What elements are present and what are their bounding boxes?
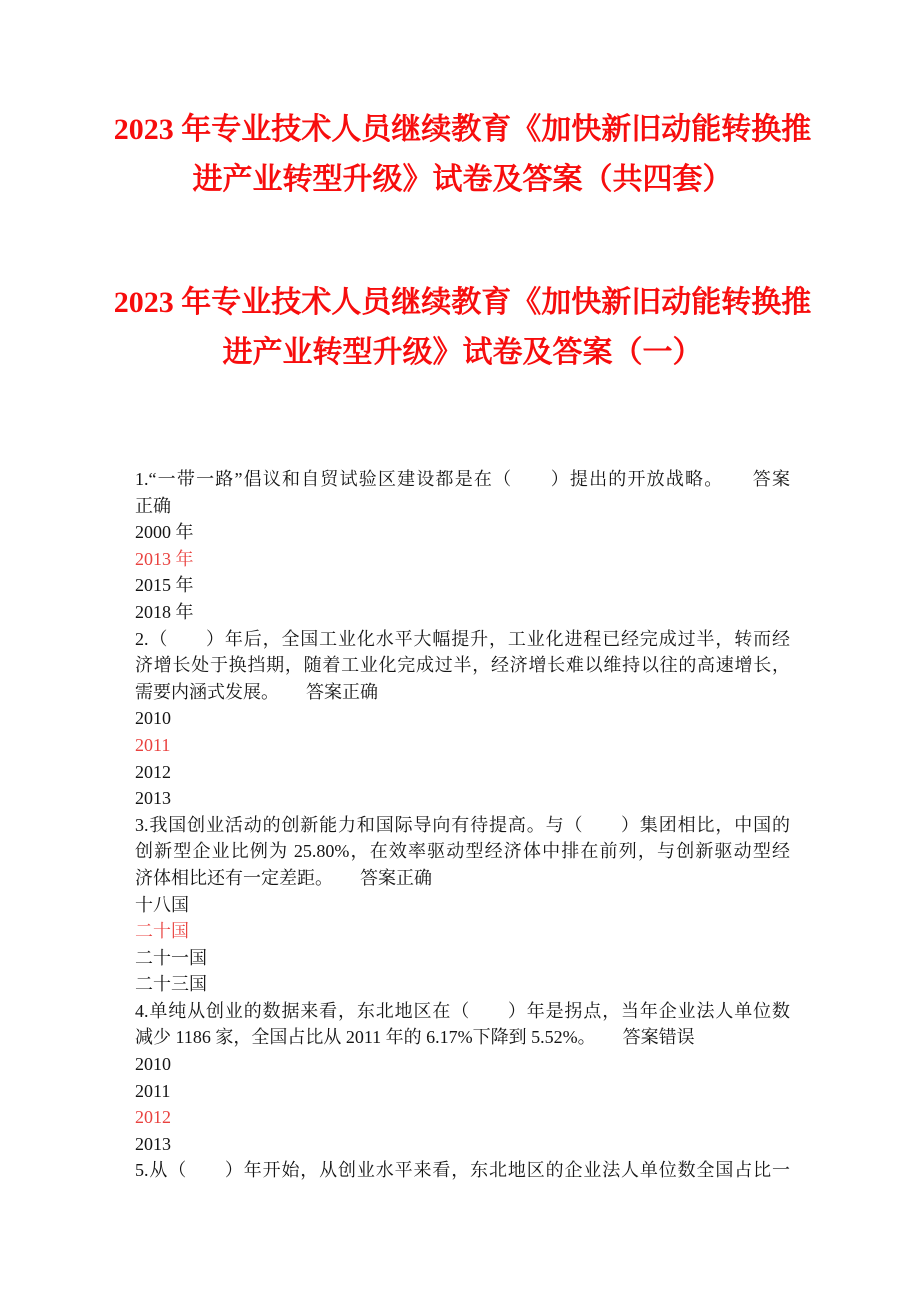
question-5 [135,1157,790,1184]
question-option-correct: 2013 年 [135,548,194,569]
document-title-all-sets [107,105,818,205]
question-option: 2013 [135,1133,171,1154]
question-option: 2012 [135,761,171,782]
question-option: 十八国 [135,894,189,915]
question-option: 二十三国 [135,974,207,995]
question-option: 2010 [135,708,171,729]
title-line: 进产业转型升级》试卷及答案（共四套） [192,163,733,196]
question-option: 2015 年 [135,575,194,596]
question-stem-line: 3.我国创业活动的创新能力和国际导向有待提高。与（ ）集团相比，中国的 [135,814,790,835]
question-4 [135,998,790,1158]
question-stem-line: 济增长处于换挡期，随着工业化完成过半，经济增长难以维持以往的高速增长， [135,655,790,676]
question-stem-line: 正确 [135,495,171,516]
question-option: 2018 年 [135,601,194,622]
question-option-correct: 二十国 [135,921,189,942]
question-stem-line: 4.单纯从创业的数据来看，东北地区在（ ）年是拐点，当年企业法人单位数 [135,1000,790,1021]
question-option: 2000 年 [135,522,194,543]
question-option-correct: 2012 [135,1107,171,1128]
question-stem-line: 5.从（ ）年开始，从创业水平来看，东北地区的企业法人单位数全国占比一 [135,1160,790,1181]
question-stem-line: 2.（ ）年后，全国工业化水平大幅提升，工业化进程已经完成过半，转而经 [135,628,790,649]
question-3 [135,812,790,998]
title-line: 2023 年专业技术人员继续教育《加快新旧动能转换推 [113,113,812,146]
question-stem-line: 创新型企业比例为 25.80%，在效率驱动型经济体中排在前列，与创新驱动型经 [135,841,790,862]
question-2 [135,626,790,812]
question-option-correct: 2011 [135,734,171,755]
document-title-set-one [107,278,818,378]
question-list [135,466,790,1184]
question-option: 2013 [135,788,171,809]
question-stem-line: 需要内涵式发展。 答案正确 [135,681,378,702]
question-1 [135,466,790,626]
title-line: 2023 年专业技术人员继续教育《加快新旧动能转换推 [113,286,812,319]
question-option: 2011 [135,1080,171,1101]
title-line: 进产业转型升级》试卷及答案（一） [222,336,703,369]
question-option: 2010 [135,1054,171,1075]
question-stem-line: 减少 1186 家，全国占比从 2011 年的 6.17%下降到 5.52%。 答案错误 [135,1027,695,1048]
question-option: 二十一国 [135,947,207,968]
question-stem-line: 济体相比还有一定差距。 答案正确 [135,867,432,888]
question-stem-line: 1.“一带一路”倡议和自贸试验区建设都是在（ ）提出的开放战略。 答案 [135,469,790,489]
